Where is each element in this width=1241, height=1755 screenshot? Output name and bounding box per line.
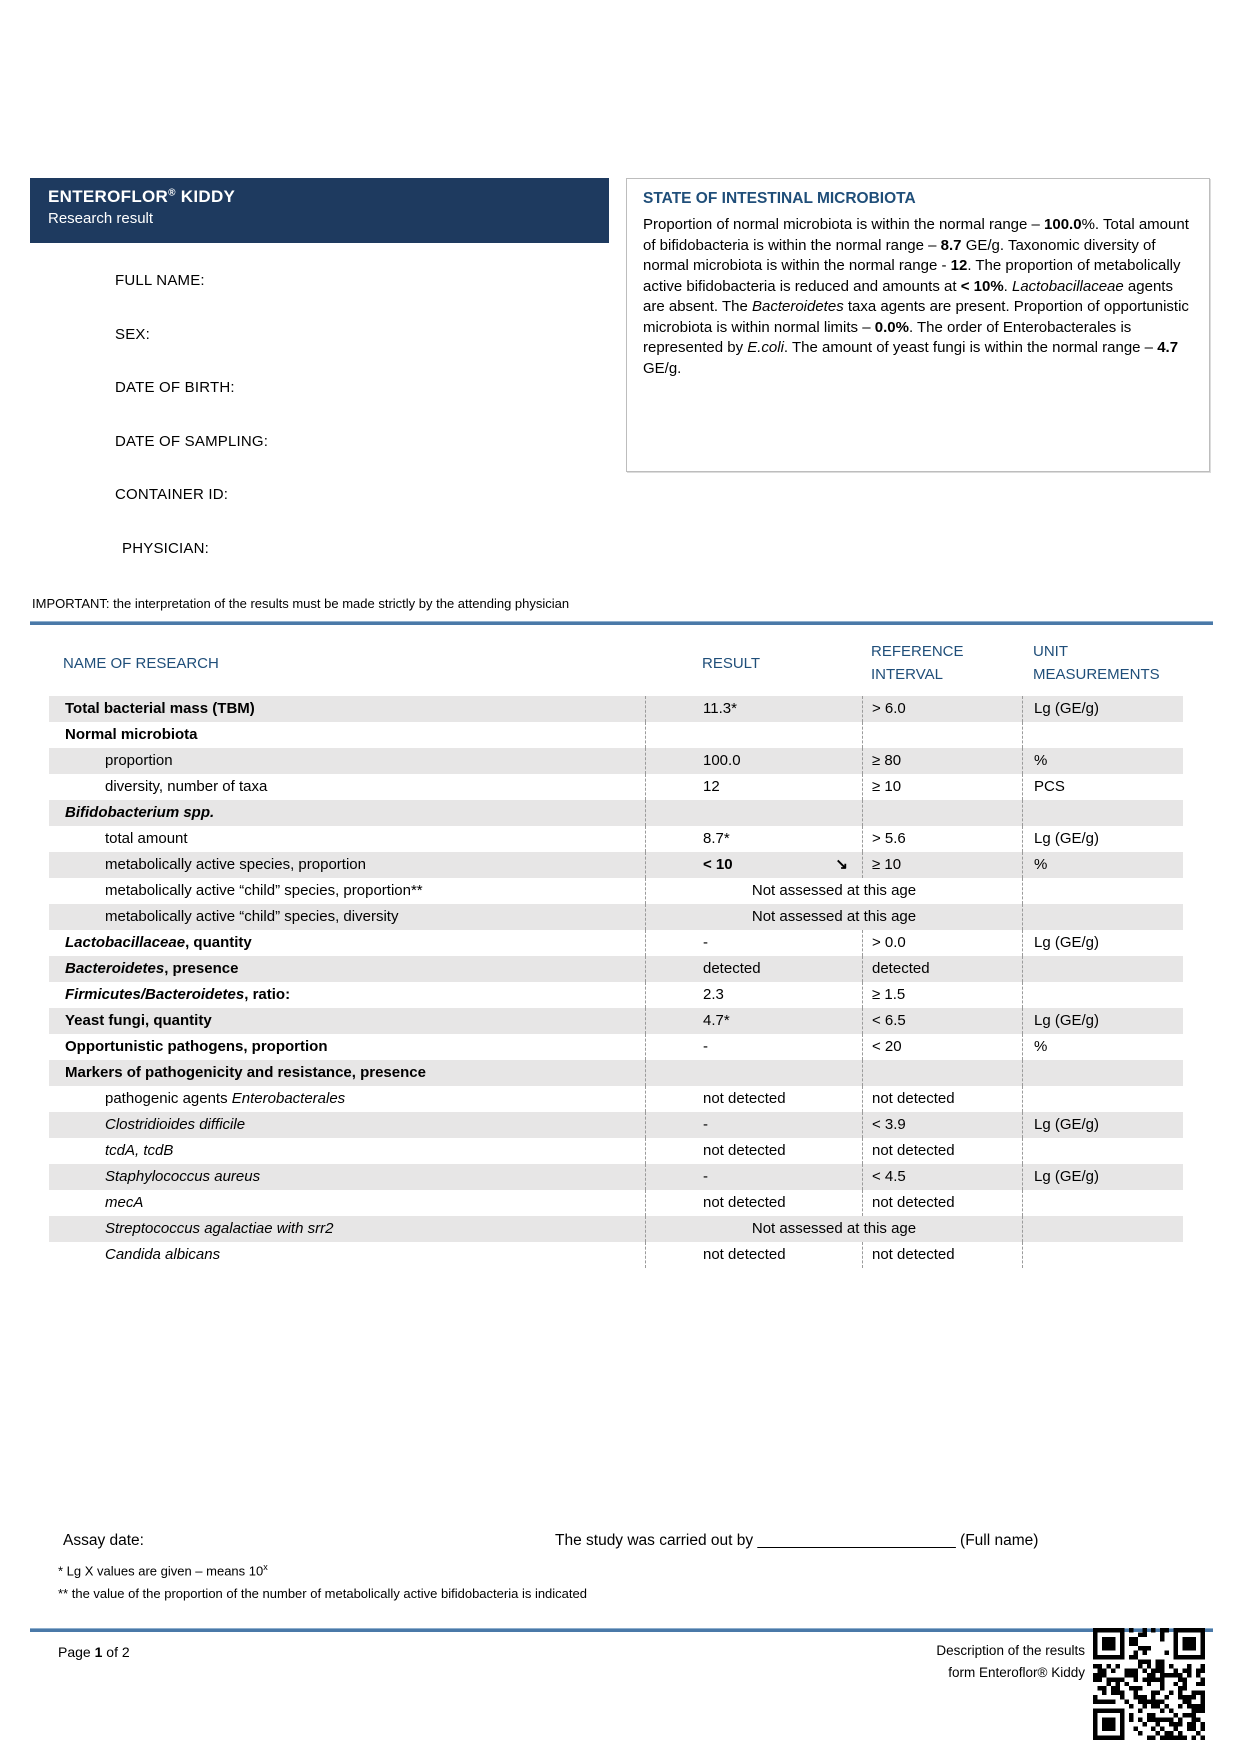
- unit-cell: [1022, 1138, 1183, 1164]
- unit-cell: PCS: [1022, 774, 1183, 800]
- table-row: [49, 1216, 1183, 1242]
- table-row: [49, 982, 1183, 1008]
- footnote-2: ** the value of the proportion of the number of metabolically active bifidobacteria is indicated: [58, 1586, 587, 1602]
- column-header-unit: UNIT MEASUREMENTS: [1033, 642, 1160, 683]
- summary-title: STATE OF INTESTINAL MICROBIOTA: [643, 190, 916, 207]
- patient-form-label: FULL NAME:: [115, 272, 205, 289]
- research-name-cell: metabolically active “child” species, diversity: [105, 908, 399, 925]
- divider-top: [30, 621, 1213, 625]
- result-cell: 100.0: [645, 748, 862, 774]
- results-table: [49, 630, 1183, 1268]
- research-name-cell: total amount: [105, 830, 188, 847]
- result-cell: -: [645, 1164, 862, 1190]
- research-name-cell: proportion: [105, 752, 173, 769]
- unit-cell: Lg (GE/g): [1022, 1008, 1183, 1034]
- not-assessed-cell: Not assessed at this age: [645, 878, 1022, 904]
- important-note: IMPORTANT: the interpretation of the results must be made strictly by the attending physician: [32, 596, 570, 611]
- research-name-cell: metabolically active “child” species, proportion**: [105, 882, 423, 899]
- assay-date-label: Assay date:: [63, 1532, 144, 1549]
- reference-interval-cell: detected: [862, 956, 1022, 982]
- unit-cell: [1022, 956, 1183, 982]
- reference-interval-cell: not detected: [862, 1242, 1022, 1268]
- table-row: [49, 1060, 1183, 1086]
- result-cell: 8.7*: [645, 826, 862, 852]
- table-row: [49, 904, 1183, 930]
- table-row: [49, 1034, 1183, 1060]
- reference-interval-cell: [862, 800, 1022, 826]
- result-cell: 12: [645, 774, 862, 800]
- qr-caption: Description of the results form Enteroflor® Kiddy: [936, 1643, 1085, 1681]
- result-cell: < 10 ↘: [645, 852, 862, 878]
- brand-header: [30, 178, 609, 243]
- research-name-cell: Yeast fungi, quantity: [65, 1012, 212, 1029]
- qr-code: [1093, 1628, 1205, 1740]
- column-header-result: RESULT: [702, 654, 761, 672]
- report-subtitle: Research result: [48, 210, 154, 227]
- unit-cell: [1022, 904, 1183, 930]
- research-name-cell: tcdA, tcdB: [105, 1142, 174, 1159]
- report-title: ENTEROFLOR® KIDDY: [48, 187, 236, 206]
- patient-form-label: PHYSICIAN:: [122, 539, 210, 557]
- unit-cell: [1022, 1242, 1183, 1268]
- reference-interval-cell: < 20: [862, 1034, 1022, 1060]
- not-assessed-cell: Not assessed at this age: [645, 1216, 1022, 1242]
- reference-interval-cell: > 0.0: [862, 930, 1022, 956]
- result-cell: not detected: [645, 1086, 862, 1112]
- unit-cell: Lg (GE/g): [1022, 696, 1183, 722]
- reference-interval-cell: not detected: [862, 1086, 1022, 1112]
- unit-cell: %: [1022, 1034, 1183, 1060]
- table-row: [49, 878, 1183, 904]
- unit-cell: Lg (GE/g): [1022, 1112, 1183, 1138]
- research-name-cell: mecA: [105, 1194, 144, 1211]
- table-row: [49, 1112, 1183, 1138]
- research-name-cell: diversity, number of taxa: [105, 778, 268, 795]
- table-row: [49, 696, 1183, 722]
- reference-interval-cell: not detected: [862, 1138, 1022, 1164]
- decrease-arrow-icon: ↘: [835, 856, 848, 873]
- table-header-row: [49, 630, 1183, 696]
- patient-form-label: SEX:: [115, 325, 150, 343]
- unit-cell: %: [1022, 852, 1183, 878]
- table-row: [49, 1086, 1183, 1112]
- reference-interval-cell: > 6.0: [862, 696, 1022, 722]
- column-header-name: NAME OF RESEARCH: [63, 654, 219, 672]
- result-cell: [645, 722, 862, 748]
- result-cell: [645, 1060, 862, 1086]
- unit-cell: Lg (GE/g): [1022, 1164, 1183, 1190]
- unit-cell: Lg (GE/g): [1022, 930, 1183, 956]
- research-name-cell: Normal microbiota: [65, 726, 198, 743]
- microbiota-summary-box: [626, 178, 1210, 472]
- research-name-cell: Firmicutes/Bacteroidetes, ratio:: [65, 986, 291, 1003]
- research-name-cell: Streptococcus agalactiae with srr2: [105, 1220, 334, 1237]
- unit-cell: [1022, 1086, 1183, 1112]
- table-row: [49, 800, 1183, 826]
- research-name-cell: Bifidobacterium spp.: [65, 804, 215, 821]
- result-cell: not detected: [645, 1138, 862, 1164]
- unit-cell: [1022, 722, 1183, 748]
- patient-form-label: DATE OF SAMPLING:: [115, 432, 269, 450]
- reference-interval-cell: < 4.5: [862, 1164, 1022, 1190]
- result-cell: -: [645, 1034, 862, 1060]
- reference-interval-cell: ≥ 80: [862, 748, 1022, 774]
- table-row: [49, 774, 1183, 800]
- research-name-cell: Bacteroidetes, presence: [65, 960, 239, 977]
- reference-interval-cell: ≥ 10: [862, 852, 1022, 878]
- result-cell: -: [645, 1112, 862, 1138]
- table-row: [49, 826, 1183, 852]
- table-row: [49, 1242, 1183, 1268]
- reference-interval-cell: < 3.9: [862, 1112, 1022, 1138]
- table-row: [49, 1164, 1183, 1190]
- unit-cell: [1022, 1060, 1183, 1086]
- table-row: [49, 722, 1183, 748]
- research-name-cell: Clostridioides difficile: [105, 1116, 246, 1133]
- patient-form-label: DATE OF BIRTH:: [115, 379, 235, 396]
- research-name-cell: Opportunistic pathogens, proportion: [65, 1038, 328, 1055]
- research-name-cell: pathogenic agents Enterobacterales: [105, 1090, 346, 1107]
- patient-form: [115, 272, 268, 593]
- reference-interval-cell: ≥ 10: [862, 774, 1022, 800]
- reference-interval-cell: [862, 1060, 1022, 1086]
- result-cell: 2.3: [645, 982, 862, 1008]
- summary-paragraph: Proportion of normal microbiota is within the normal range – 100.0%. Total amount of bifidobacteria is within the normal range – 8.7 GE/g. Taxonomic diversity of normal microbiota is within the normal range - 12. The proportion of metabolically active bifidobacteria is reduced and amounts at < 10%. Lactobacillaceae agents are absent. The Bacteroidetes taxa agents are present. Proportion of opportunistic microbiota is within normal limits – 0.0%. The order of Enterobacterales is represented by E.coli. The amount of yeast fungi is within the normal range – 4.7 GE/g.: [643, 216, 1189, 377]
- reference-interval-cell: < 6.5: [862, 1008, 1022, 1034]
- table-row: [49, 930, 1183, 956]
- unit-cell: %: [1022, 748, 1183, 774]
- reference-interval-cell: [862, 722, 1022, 748]
- research-name-cell: Candida albicans: [105, 1246, 221, 1263]
- unit-cell: Lg (GE/g): [1022, 826, 1183, 852]
- result-cell: -: [645, 930, 862, 956]
- research-name-cell: Markers of pathogenicity and resistance, presence: [65, 1064, 426, 1081]
- unit-cell: [1022, 982, 1183, 1008]
- table-row: [49, 956, 1183, 982]
- column-header-reference: REFERENCE INTERVAL: [871, 642, 964, 683]
- research-name-cell: metabolically active species, proportion: [105, 856, 366, 873]
- reference-interval-cell: not detected: [862, 1190, 1022, 1216]
- result-cell: [645, 800, 862, 826]
- divider-bottom: [30, 1628, 1213, 1632]
- reference-interval-cell: ≥ 1.5: [862, 982, 1022, 1008]
- unit-cell: [1022, 800, 1183, 826]
- research-name-cell: Staphylococcus aureus: [105, 1168, 261, 1185]
- table-row: [49, 748, 1183, 774]
- results-table-body: [49, 696, 1183, 1268]
- result-cell: not detected: [645, 1242, 862, 1268]
- footnotes: [58, 1560, 587, 1606]
- unit-cell: [1022, 1216, 1183, 1242]
- page-number: Page 1 of 2: [58, 1644, 130, 1660]
- registered-trademark-icon: ®: [168, 187, 176, 199]
- carried-out-by-line: The study was carried out by _______________________ (Full name): [555, 1532, 1039, 1549]
- result-cell: 4.7*: [645, 1008, 862, 1034]
- result-cell: 11.3*: [645, 696, 862, 722]
- table-row: [49, 1008, 1183, 1034]
- not-assessed-cell: Not assessed at this age: [645, 904, 1022, 930]
- research-name-cell: Total bacterial mass (TBM): [65, 700, 255, 717]
- table-row: [49, 1190, 1183, 1216]
- table-row: [49, 1138, 1183, 1164]
- unit-cell: [1022, 1190, 1183, 1216]
- footnote-1: * Lg X values are given – means 10$^x$: [58, 1562, 268, 1579]
- result-cell: detected: [645, 956, 862, 982]
- patient-form-label: CONTAINER ID:: [115, 486, 229, 503]
- research-name-cell: Lactobacillaceae, quantity: [65, 934, 252, 951]
- unit-cell: [1022, 878, 1183, 904]
- table-row: [49, 852, 1183, 878]
- reference-interval-cell: > 5.6: [862, 826, 1022, 852]
- result-cell: not detected: [645, 1190, 862, 1216]
